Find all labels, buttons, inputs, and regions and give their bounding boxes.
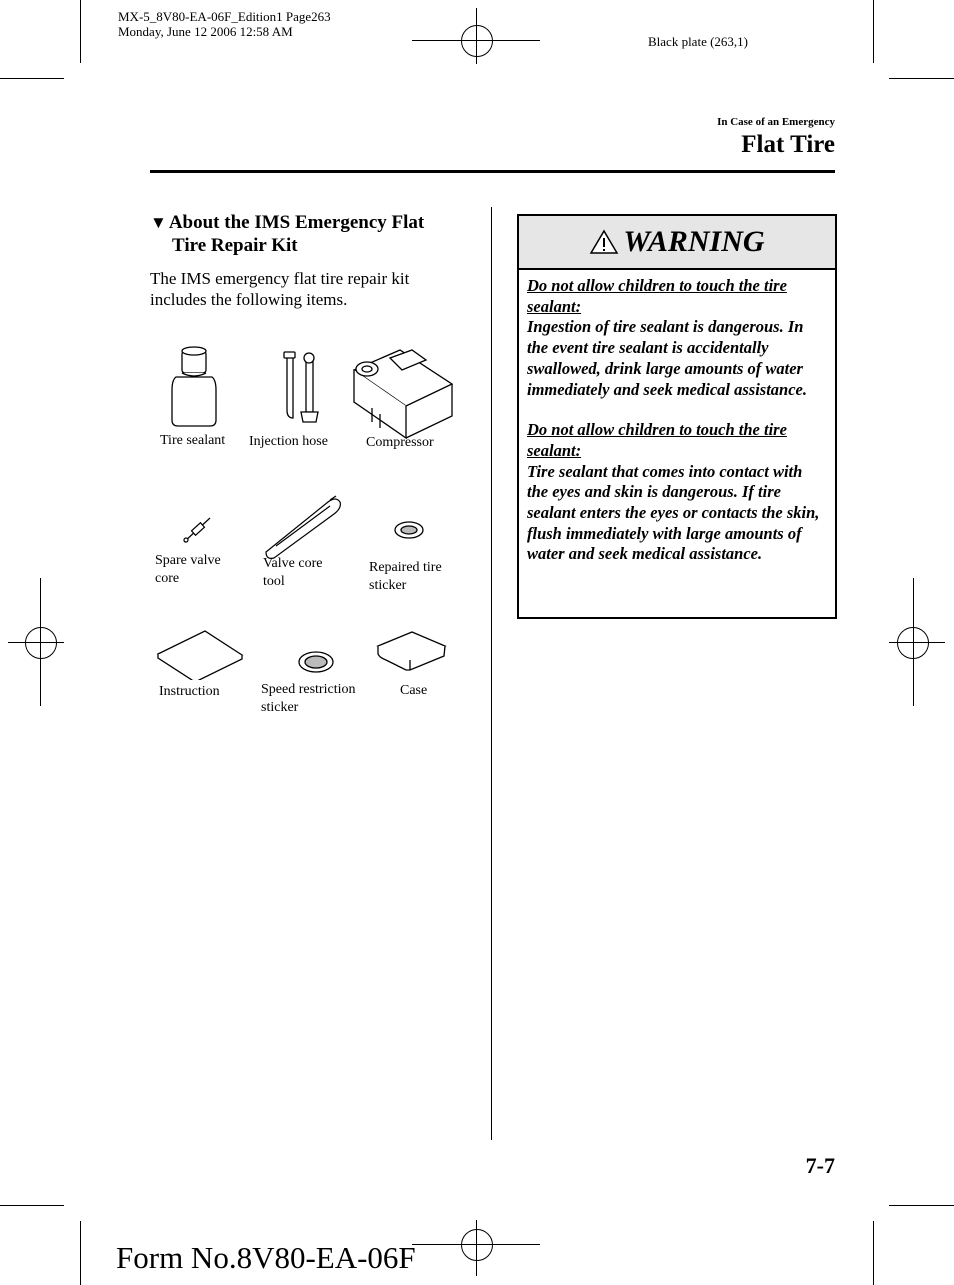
caption-tire-sealant: Tire sealant [160, 433, 226, 448]
caption-instruction: Instruction [159, 684, 220, 699]
caption-speed-restriction-sticker: Speed restriction sticker [261, 682, 356, 715]
repaired-tire-sticker-icon [395, 522, 423, 538]
warning-header [519, 216, 835, 270]
warning-paragraph-2 [527, 420, 827, 565]
instruction-booklet-icon [158, 631, 242, 680]
page-title: Flat Tire [741, 131, 835, 158]
crop-mark [0, 78, 64, 79]
injection-hose-icon [284, 352, 318, 422]
kit-illustration [150, 340, 470, 680]
crop-mark [889, 78, 954, 79]
warning-paragraph-1-body: Ingestion of tire sealant is dangerous. In the event tire sealant is accidentally swallowed, drink large amounts of water immediately and seek medical assistance. [527, 317, 808, 399]
plate-info: Black plate (263,1) [648, 34, 748, 49]
caption-repaired-tire-sticker: Repaired tire sticker [369, 560, 442, 593]
compressor-icon [354, 350, 452, 438]
warning-paragraph-2-title: Do not allow children to touch the tire sealant: [527, 420, 787, 460]
page-number: 7-7 [805, 1153, 835, 1178]
crop-mark [873, 1221, 874, 1285]
crop-mark [873, 0, 874, 63]
file-line-1: MX-5_8V80-EA-06F_Edition1 Page263 [118, 9, 331, 24]
subsection-heading: ▼ About the IMS Emergency Flat Tire Repair Kit [150, 212, 425, 256]
print-file-info [118, 9, 331, 39]
warning-paragraph-1-title: Do not allow children to touch the tire sealant: [527, 276, 787, 316]
caption-case: Case [400, 683, 428, 698]
tire-sealant-bottle-icon [172, 347, 216, 426]
triangle-marker-icon: ▼ [150, 213, 167, 232]
caption-spare-valve-core: Spare valve core [155, 553, 221, 586]
speed-restriction-sticker-icon [299, 652, 333, 672]
crop-mark [80, 0, 81, 63]
file-line-2: Monday, June 12 2006 12:58 AM [118, 24, 293, 39]
caption-injection-hose: Injection hose [249, 434, 328, 449]
crop-mark [0, 1205, 64, 1206]
warning-box [517, 214, 837, 619]
valve-core-tool-icon [266, 496, 340, 558]
warning-paragraph-1 [527, 276, 827, 400]
warning-title: WARNING [623, 225, 765, 258]
warning-paragraph-2-body: Tire sealant that comes into contact with the eyes and skin is dangerous. If tire sealant enters the eyes or contacts the skin, flush immediately with large amounts of water and seek medical assistance. [527, 461, 820, 564]
section-title: In Case of an Emergency [717, 116, 835, 128]
column-divider [491, 207, 492, 1140]
intro-text: The IMS emergency flat tire repair kit includes the following items. [150, 269, 410, 309]
crop-mark [889, 1205, 954, 1206]
caption-compressor: Compressor [366, 435, 434, 450]
warning-triangle-icon [589, 229, 619, 255]
spare-valve-core-icon [184, 518, 210, 542]
caption-valve-core-tool: Valve core tool [263, 556, 323, 589]
case-icon [378, 632, 445, 670]
warning-body [519, 270, 835, 565]
crop-mark [80, 1221, 81, 1285]
header-rule [150, 170, 835, 173]
form-number: Form No.8V80-EA-06F [116, 1240, 416, 1275]
